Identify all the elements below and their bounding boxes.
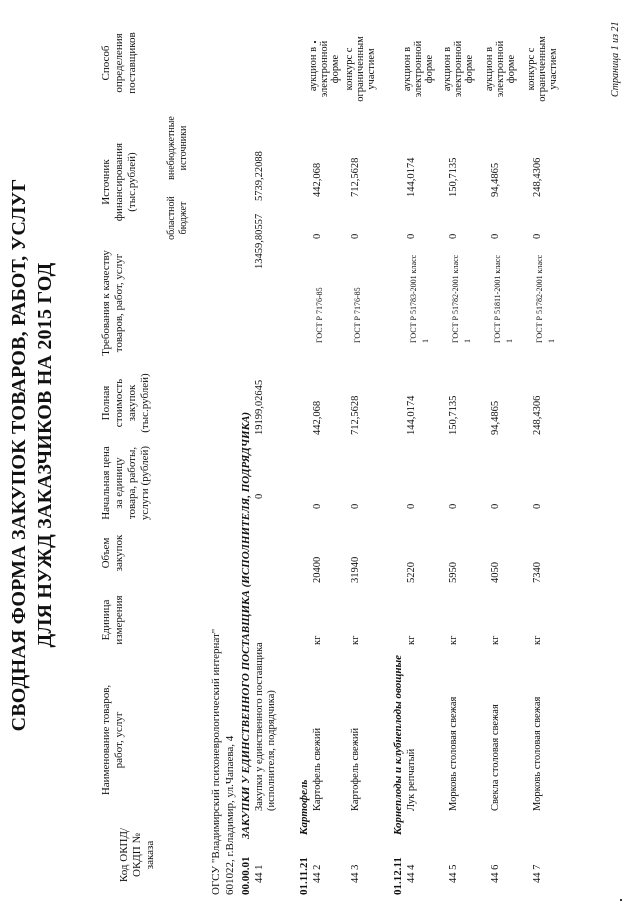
section-code: 00.00.01: [240, 856, 252, 895]
organization-address: 601022, г.Владимир, ул.Чапаева, 4: [224, 735, 236, 895]
row-extrabudget: 248,4306: [532, 157, 543, 197]
row-unit: кг: [490, 635, 501, 645]
row-full-cost: 712,5628: [350, 395, 361, 435]
row-regional: 0: [490, 233, 501, 239]
row-volume: 7340: [532, 562, 543, 583]
row-name: Картофель свежий: [312, 727, 323, 811]
header-source-regional: областной бюджет: [166, 196, 189, 240]
row-extrabudget: 94,4865: [490, 162, 501, 197]
group-code: 01.12.11: [392, 857, 404, 895]
organization-name: ОГСУ "Владимирский психоневрологический интернат": [210, 628, 222, 895]
header-method: Способ определения поставщиков: [100, 32, 138, 94]
row-volume: 5950: [448, 562, 459, 583]
row-method: конкурс с ограниченным участием: [526, 36, 559, 102]
header-unit: Единица измерения: [100, 595, 125, 645]
row-method: конкурс с ограниченным участием: [344, 36, 377, 102]
row-requirements: ГОСТ Р 51783-2001 класс 1: [409, 254, 430, 343]
row-requirements: ГОСТ Р 7176-85: [315, 287, 324, 343]
row-unit: кг: [532, 635, 543, 645]
row-requirements: ГОСТ Р 7176-85: [353, 287, 362, 343]
scan-speck: [314, 41, 316, 43]
row-volume: 5220: [406, 562, 417, 583]
page-title: СВОДНАЯ ФОРМА ЗАКУПОК ТОВАРОВ, РАБОТ, УСЛУГ: [8, 178, 30, 732]
row-extrabudget: 442,068: [312, 162, 323, 197]
row-method: аукцион в электронной форме: [402, 40, 435, 98]
row-index: 44 7: [532, 864, 543, 883]
page-footer: Страница 1 из 21: [610, 21, 621, 97]
row-extrabudget: 150,7135: [448, 157, 459, 197]
row-unit: кг: [406, 635, 417, 645]
row-regional: 0: [532, 233, 543, 239]
row-full-cost: 94,4865: [490, 400, 501, 435]
header-volume: Объем закупок: [100, 534, 125, 572]
group-title: Корнеплоды и клубнеплоды овощные: [392, 654, 404, 835]
header-source-extrabudget: внебюджетные источники: [166, 116, 189, 180]
header-code: Код ОКПД/ ОКДП № заказа: [118, 827, 156, 883]
row-regional: 0: [406, 233, 417, 239]
row-index: 44 5: [448, 864, 459, 883]
row-volume: 4050: [490, 562, 501, 583]
row-requirements: ГОСТ Р 51782-2001 класс 1: [451, 254, 472, 343]
row-full-cost: 248,4306: [532, 395, 543, 435]
header-full-cost: Полная стоимость закупок (тыс.рублей): [100, 373, 151, 433]
row-index: 44 6: [490, 864, 501, 883]
section-row-price: 0: [254, 493, 265, 499]
row-volume: 20400: [312, 556, 323, 583]
row-price: 0: [406, 503, 417, 509]
row-full-cost: 150,7135: [448, 395, 459, 435]
row-requirements: ГОСТ Р 51811-2001 класс 1: [493, 255, 514, 343]
row-unit: кг: [350, 635, 361, 645]
row-requirements: ГОСТ Р 51782-2001 класс 1: [535, 254, 556, 343]
row-method: аукцион в электронной форме: [308, 40, 341, 98]
group-title: Картофель: [298, 779, 310, 835]
row-price: 0: [490, 503, 501, 509]
row-full-cost: 144,0174: [406, 395, 417, 435]
section-row-regional: 13459,80557: [254, 213, 265, 269]
row-full-cost: 442,068: [312, 400, 323, 435]
group-code: 01.11.21: [298, 857, 310, 895]
header-unit-price: Начальная цена за единицу товара, работы, услуги (рублей): [100, 445, 151, 521]
row-name: Лук репчатый: [406, 748, 417, 811]
row-regional: 0: [312, 233, 323, 239]
row-name: Картофель свежий: [350, 727, 361, 811]
row-index: 44 4: [406, 864, 417, 883]
row-method: аукцион в электронной форме: [484, 40, 517, 98]
row-name: Свекла столовая свежая: [490, 704, 501, 811]
scan-speck: [620, 899, 622, 901]
page-subtitle: ДЛЯ НУЖД ЗАКАЗЧИКОВ НА 2015 ГОД: [34, 262, 56, 648]
section-row-full: 19199,02645: [254, 379, 265, 435]
row-index: 44 3: [350, 864, 361, 883]
section-title: ЗАКУПКИ У ЕДИНСТВЕННОГО ПОСТАВЩИКА (ИСПОЛНИТЕЛЯ, ПОДРЯДЧИКА): [240, 411, 252, 839]
row-method: аукцион в электронной форме: [442, 40, 475, 98]
row-regional: 0: [448, 233, 459, 239]
row-index: 44 2: [312, 864, 323, 883]
row-unit: кг: [448, 635, 459, 645]
row-name: Морковь столовая свежая: [532, 696, 543, 811]
row-price: 0: [448, 503, 459, 509]
section-row-extrabudget: 5739,22088: [254, 151, 265, 201]
header-name: Наименование товаров, работ, услуг: [100, 684, 125, 796]
row-unit: кг: [312, 635, 323, 645]
row-volume: 31940: [350, 556, 361, 583]
section-row-name: Закупки у единственного поставщика (исполнителя, подрядчика): [254, 642, 277, 811]
row-price: 0: [532, 503, 543, 509]
section-row-index: 44 1: [254, 864, 265, 883]
row-price: 0: [312, 503, 323, 509]
row-regional: 0: [350, 233, 361, 239]
row-extrabudget: 144,0174: [406, 157, 417, 197]
row-price: 0: [350, 503, 361, 509]
row-extrabudget: 712,5628: [350, 157, 361, 197]
header-requirements: Требования к качеству товаров, работ, услуг: [100, 250, 125, 356]
row-name: Морковь столовая свежая: [448, 696, 459, 811]
header-source: Источник финансирования (тыс.рублей): [100, 142, 138, 222]
